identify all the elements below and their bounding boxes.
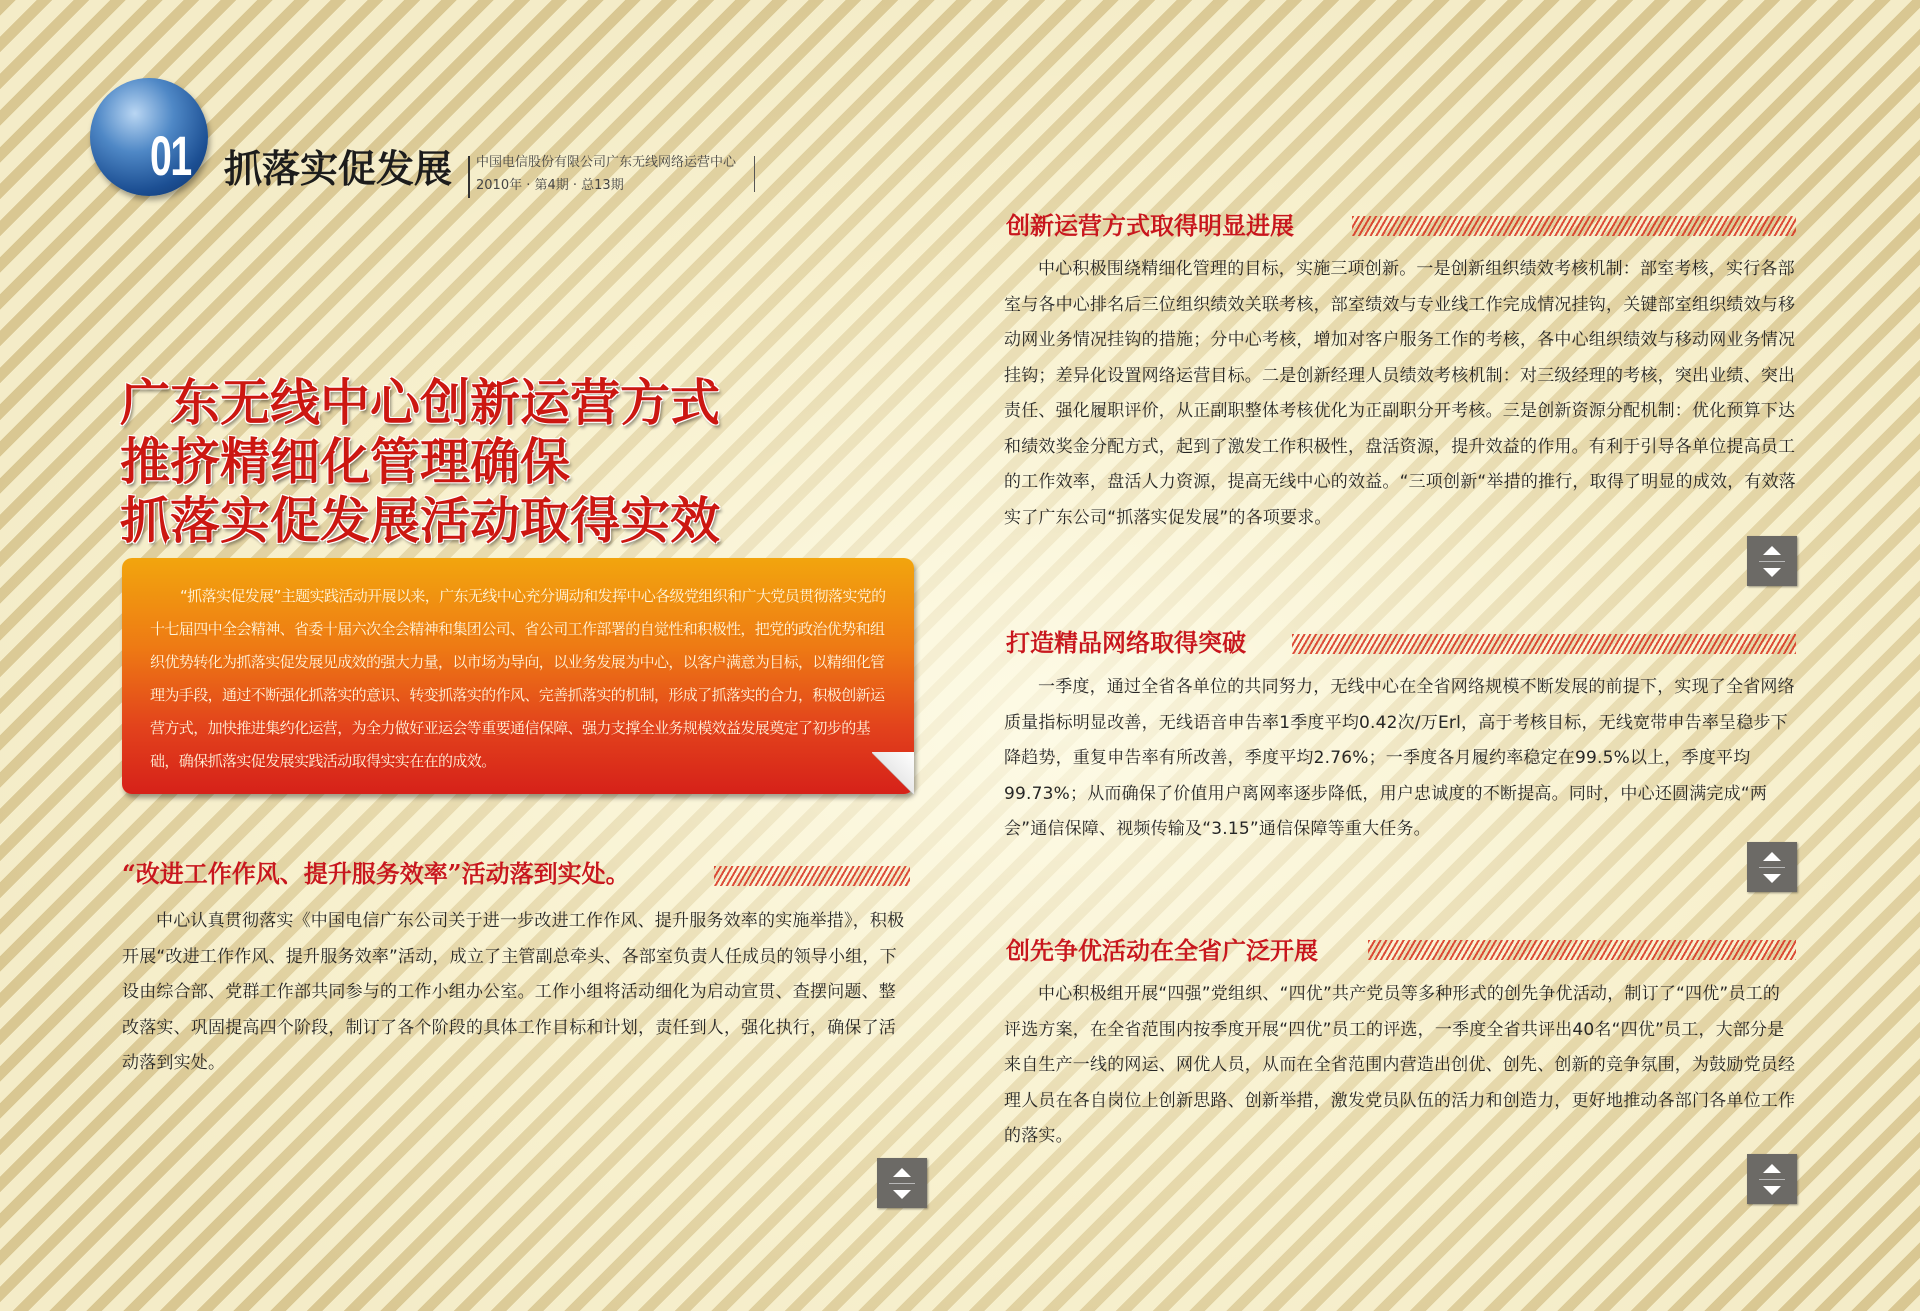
issue-number: 01 (150, 124, 191, 187)
heading-stripes (1352, 216, 1796, 236)
header-divider (468, 156, 470, 198)
section-heading-excellence: 创先争优活动在全省广泛开展 (1006, 936, 1318, 965)
section-heading-operations: 创新运营方式取得明显进展 (1006, 211, 1294, 240)
header-end-divider (754, 156, 755, 192)
main-title-line-3: 抓落实促发展活动取得实效 (120, 491, 720, 550)
section-body-network: 一季度，通过全省各单位的共同努力，无线中心在全省网络规模不断发展的前提下，实现了全省网络质量指标明显改善，无线语音申告率1季度平均0.42次/万Erl，高于考核目标，无线宽带申告率呈稳步下降趋势，重复申告率有所改善，季度平均2.76%；一季度各月履约率稳定在99.5%以上，季度平均99.73%；从而确保了价值用户离网率逐步降低，用户忠诚度的不断提高。同时，中心还圆满完成“两会”通信保障、视频传输及“3.15”通信保障等重大任务。 (1004, 677, 1795, 839)
up-down-arrows-icon[interactable] (1747, 1154, 1797, 1204)
arrow-down-icon (1763, 1186, 1781, 1195)
heading-stripes (714, 866, 910, 886)
nav-separator (889, 1183, 915, 1184)
heading-stripes (1292, 634, 1796, 654)
section-body-work-style: 中心认真贯彻落实《中国电信广东公司关于进一步改进工作作风、提升服务效率的实施举措》，积极开展“改进工作作风、提升服务效率”活动，成立了主管副总牵头、各部室负责人任成员的领导小组，下设由综合部、党群工作部共同参与的工作小组办公室。工作小组将活动细化为启动宣贯、查摆问题、整改落实、巩固提高四个阶段，制订了各个阶段的具体工作目标和计划，责任到人，强化执行，确保了活动落到实处。 (122, 911, 905, 1073)
nav-separator (1759, 867, 1785, 868)
section-body-excellence: 中心积极组开展“四强”党组织、“四优”共产党员等多种形式的创先争优活动，制订了“四优”员工的评选方案，在全省范围内按季度开展“四优”员工的评选，一季度全省共评出40名“四优”员工，大部分是来自生产一线的网运、网优人员，从而在全省范围内营造出创优、创先、创新的竞争氛围，为鼓励党员经理人员在各自岗位上创新思路、创新举措，激发党员队伍的活力和创造力，更好地推动各部门各单位工作的落实。 (1004, 984, 1796, 1146)
main-title-line-2: 推挤精细化管理确保 (120, 432, 570, 491)
arrow-up-icon (893, 1168, 911, 1177)
heading-stripes (1368, 940, 1796, 960)
up-down-arrows-icon[interactable] (1747, 842, 1797, 892)
arrow-up-icon (1763, 1164, 1781, 1173)
arrow-down-icon (1763, 568, 1781, 577)
section-heading-network: 打造精品网络取得突破 (1006, 628, 1246, 657)
arrow-down-icon (1763, 874, 1781, 883)
intro-text: “抓落实促发展”主题实践活动开展以来，广东无线中心充分调动和发挥中心各级党组织和广大党员贯彻落实党的十七届四中全会精神、省委十届六次全会精神和集团公司、省公司工作部署的自觉性和积极性，把党的政治优势和组织优势转化为抓落实促发展见成效的强大力量，以市场为导向，以业务发展为中心，以客户满意为目标，以精细化管理为手段，通过不断强化抓落实的意识、转变抓落实的作风、完善抓落实的机制，形成了抓落实的合力，积极创新运营方式，加快推进集约化运营，为全力做好亚运会等重要通信保障、强力支撑全业务规模效益发展奠定了初步的基础，确保抓落实促发展实践活动取得实实在在的成效。 (150, 587, 886, 770)
arrow-down-icon (893, 1190, 911, 1199)
issue-info: 2010年 · 第4期 · 总13期 (476, 178, 624, 193)
publisher-name: 中国电信股份有限公司广东无线网络运营中心 (476, 155, 737, 170)
nav-separator (1759, 561, 1785, 562)
section-body-operations: 中心积极围绕精细化管理的目标，实施三项创新。一是创新组织绩效考核机制：部室考核，实行各部室与各中心排名后三位组织绩效关联考核，部室绩效与专业线工作完成情况挂钩，关键部室组织绩效与移动网业务情况挂钩的措施；分中心考核，增加对客户服务工作的考核，各中心组织绩效与移动网业务情况挂钩；差异化设置网络运营目标。二是创新经理人员绩效考核机制：对三级经理的考核，突出业绩、突出责任、强化履职评价，从正副职整体考核优化为正副职分开考核。三是创新资源分配机制：优化预算下达和绩效奖金分配方式，起到了激发工作积极性，盘活资源，提升效益的作用。有利于引导各单位提高员工的工作效率，盘活人力资源，提高无线中心的效益。“三项创新“举措的推行，取得了明显的成效，有效落实了广东公司“抓落实促发展”的各项要求。 (1004, 259, 1797, 528)
nav-separator (1759, 1179, 1785, 1180)
section-title: 抓落实促发展 (224, 147, 453, 191)
arrow-up-icon (1763, 546, 1781, 555)
up-down-arrows-icon[interactable] (1747, 536, 1797, 586)
arrow-up-icon (1763, 852, 1781, 861)
section-heading-work-style: “改进工作作风、提升服务效率”活动落到实处。 (122, 859, 630, 888)
up-down-arrows-icon[interactable] (877, 1158, 927, 1208)
page-curl-decoration (872, 752, 914, 794)
main-title-line-1: 广东无线中心创新运营方式 (120, 373, 720, 432)
